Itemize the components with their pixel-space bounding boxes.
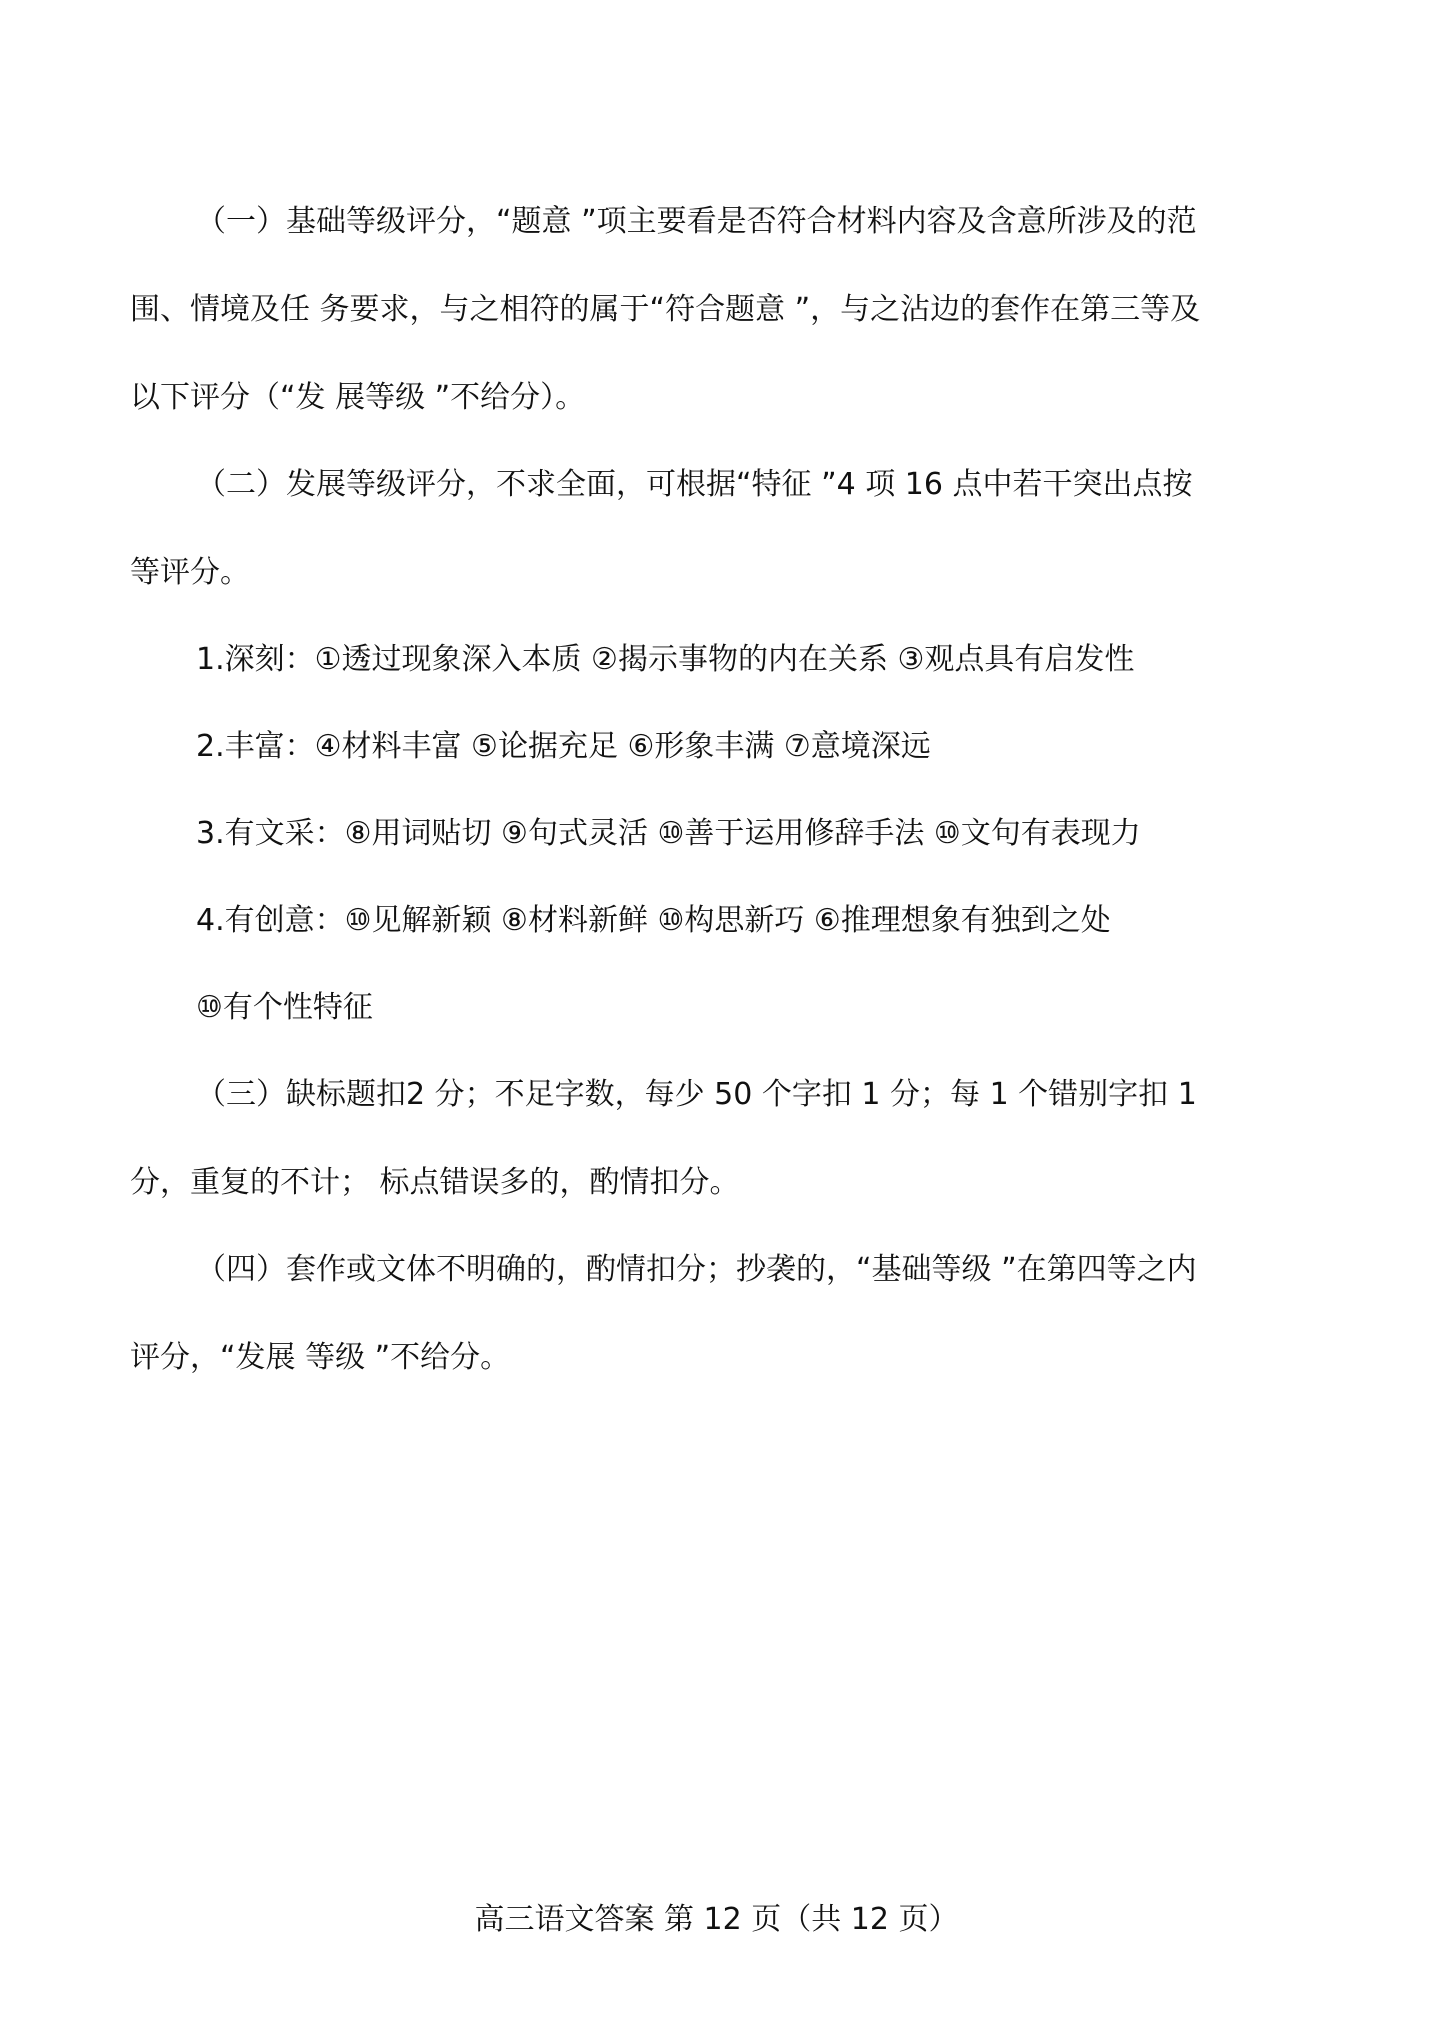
paragraph-line: 评分，“发展 等级 ”不给分。 xyxy=(130,1340,511,1375)
feature-item-literary: 3.有文采：⑧用词贴切 ⑨句式灵活 ⑩善于运用修辞手法 ⑩文句有表现力 xyxy=(196,816,1141,851)
feature-item-deep: 1.深刻：①透过现象深入本质 ②揭示事物的内在关系 ③观点具有启发性 xyxy=(196,642,1135,677)
paragraph-line: （四）套作或文体不明确的，酌情扣分；抄袭的，“基础等级 ”在第四等之内 xyxy=(196,1252,1197,1287)
paragraph-line: （一）基础等级评分，“题意 ”项主要看是否符合材料内容及含意所涉及的范 xyxy=(196,204,1197,239)
paragraph-line: 围、情境及任 务要求，与之相符的属于“符合题意 ”，与之沾边的套作在第三等及 xyxy=(130,292,1201,327)
paragraph-line: （二）发展等级评分，不求全面，可根据“特征 ”4 项 16 点中若干突出点按 xyxy=(196,467,1193,502)
feature-item-rich: 2.丰富：④材料丰富 ⑤论据充足 ⑥形象丰满 ⑦意境深远 xyxy=(196,729,931,764)
paragraph-plagiarism xyxy=(130,1226,1330,1402)
paragraph-basic-grade xyxy=(130,178,1330,442)
paragraph-line: 分，重复的不计； 标点错误多的，酌情扣分。 xyxy=(130,1165,740,1200)
page-footer: 高三语文答案 第 12 页（共 12 页） xyxy=(474,1902,959,1937)
paragraph-line: （三）缺标题扣2 分；不足字数，每少 50 个字扣 1 分；每 1 个错别字扣 1 xyxy=(196,1077,1197,1112)
paragraph-development-grade xyxy=(130,441,1330,617)
feature-item-creative: 4.有创意：⑩见解新颖 ⑧材料新鲜 ⑩构思新巧 ⑥推理想象有独到之处 xyxy=(196,903,1111,938)
feature-item-personality: ⑩有个性特征 xyxy=(196,990,373,1025)
paragraph-line: 以下评分（“发 展等级 ”不给分）。 xyxy=(130,380,586,415)
paragraph-line: 等评分。 xyxy=(130,555,250,590)
paragraph-deductions xyxy=(130,1051,1330,1227)
